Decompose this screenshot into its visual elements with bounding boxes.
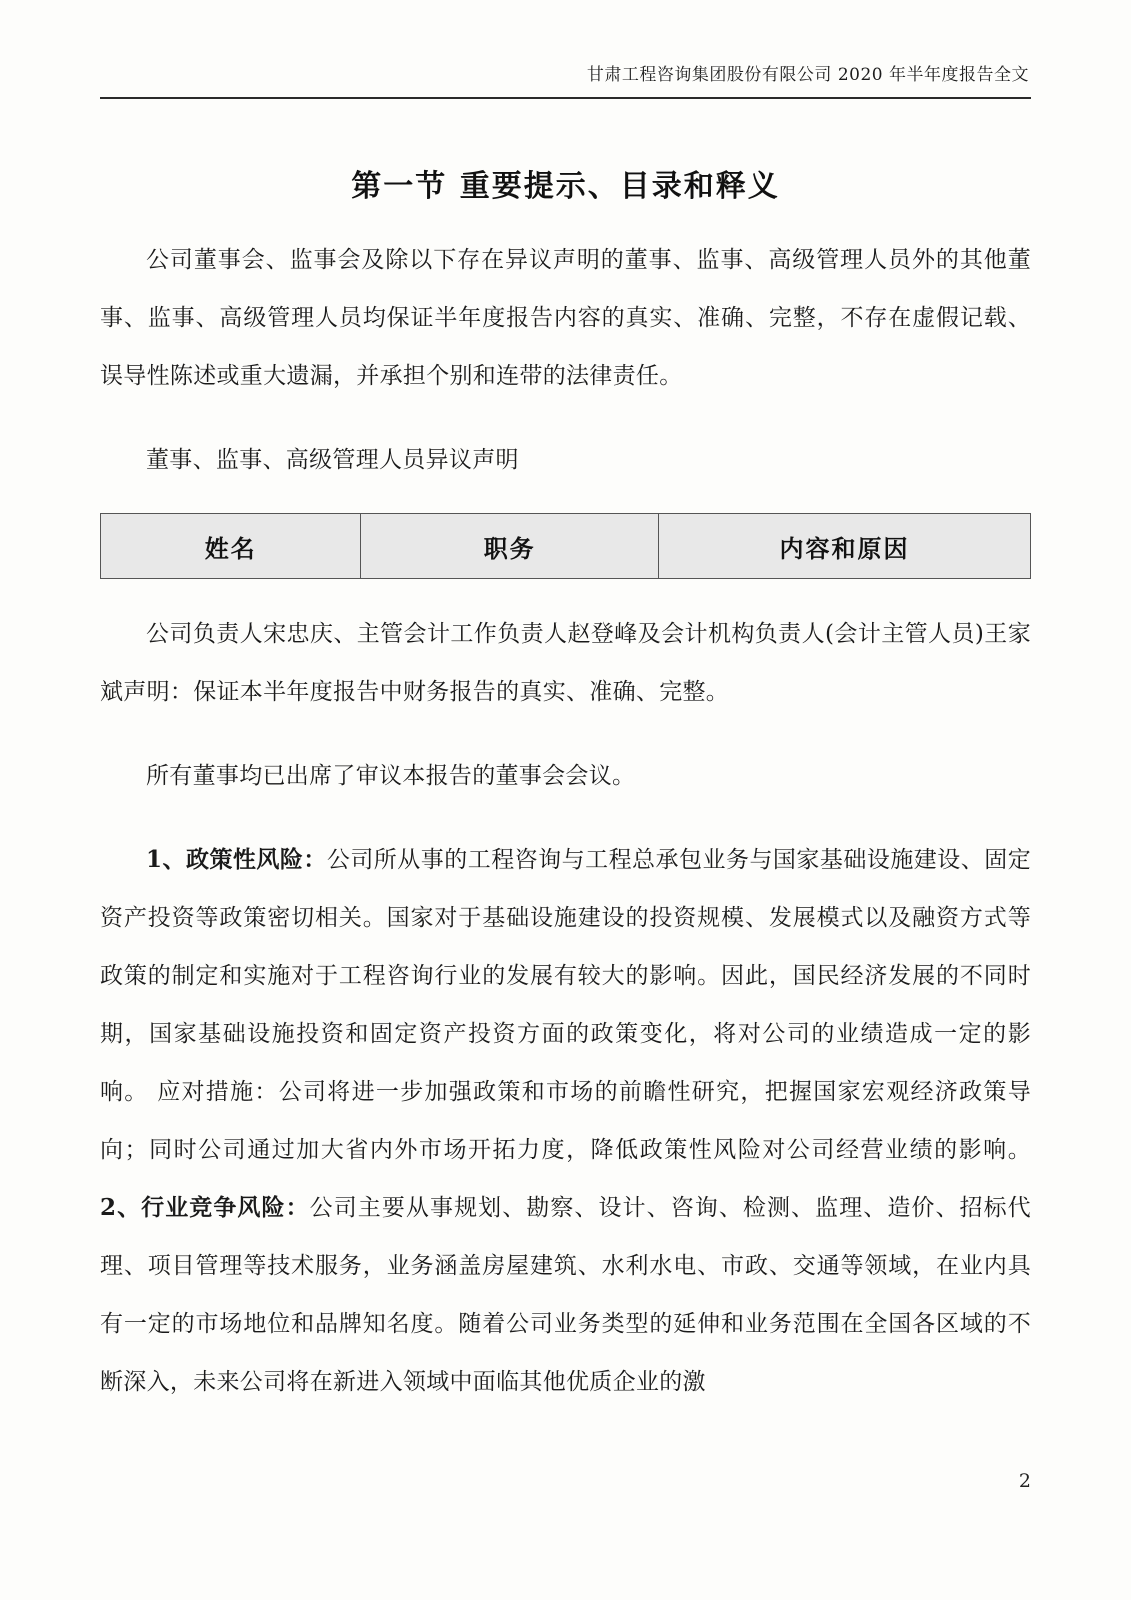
risk-policy-body: 公司所从事的工程咨询与工程总承包业务与国家基础设施建设、固定资产投资等政策密切相关。国家对于基础设施建设的投资规模、发展模式以及融资方式等政策的制定和实施对于工程咨询行业的发展有较大的影响。因此，国民经济发展的不同时期，国家基础设施投资和固定资产投资方面的政策变化，将对公司的业绩造成一定的影响。 应对措施：公司将进一步加强政策和市场的前瞻性研究，把握国家宏观经济政策导向；同时公司通过加大省内外市场开拓力度，降低政策性风险对公司经营业绩的影响。	[100, 847, 1032, 1163]
paragraph-responsible-persons: 公司负责人宋忠庆、主管会计工作负责人赵登峰及会计机构负责人(会计主管人员)王家斌声明：保证本半年度报告中财务报告的真实、准确、完整。	[100, 621, 1031, 705]
table-header-content-reason: 内容和原因	[658, 514, 1030, 579]
paragraph-statement: 公司董事会、监事会及除以下存在异议声明的董事、监事、高级管理人员外的其他董事、监事、高级管理人员均保证半年度报告内容的真实、准确、完整，不存在虚假记载、误导性陈述或重大遗漏，并承担个别和连带的法律责任。	[100, 247, 1031, 389]
running-header: 甘肃工程咨询集团股份有限公司 2020 年半年度报告全文	[586, 65, 1029, 85]
table-row	[101, 514, 1031, 579]
paragraph-risks	[100, 831, 1031, 1411]
page-title: 第一节 重要提示、目录和释义	[351, 169, 780, 204]
page-number: 2	[1018, 1470, 1031, 1492]
paragraph-board-attendance: 所有董事均已出席了审议本报告的董事会会议。	[146, 763, 636, 789]
paragraph-dissent-label: 董事、监事、高级管理人员异议声明	[146, 447, 519, 473]
risk-competition-lead: 2、行业竞争风险：	[100, 1194, 310, 1221]
page-content	[100, 60, 1031, 1411]
table-header-name: 姓名	[101, 514, 361, 579]
header-divider	[100, 97, 1031, 99]
table-header-position: 职务	[361, 514, 659, 579]
risk-competition-body: 公司主要从事规划、勘察、设计、咨询、检测、监理、造价、招标代理、项目管理等技术服务，业务涵盖房屋建筑、水利水电、市政、交通等领域，在业内具有一定的市场地位和品牌知名度。随着公司业务类型的延伸和业务范围在全国各区域的不断深入，未来公司将在新进入领域中面临其他优质企业的激	[100, 1195, 1031, 1395]
dissent-table	[100, 513, 1031, 579]
risk-policy-lead: 1、政策性风险：	[146, 846, 327, 873]
